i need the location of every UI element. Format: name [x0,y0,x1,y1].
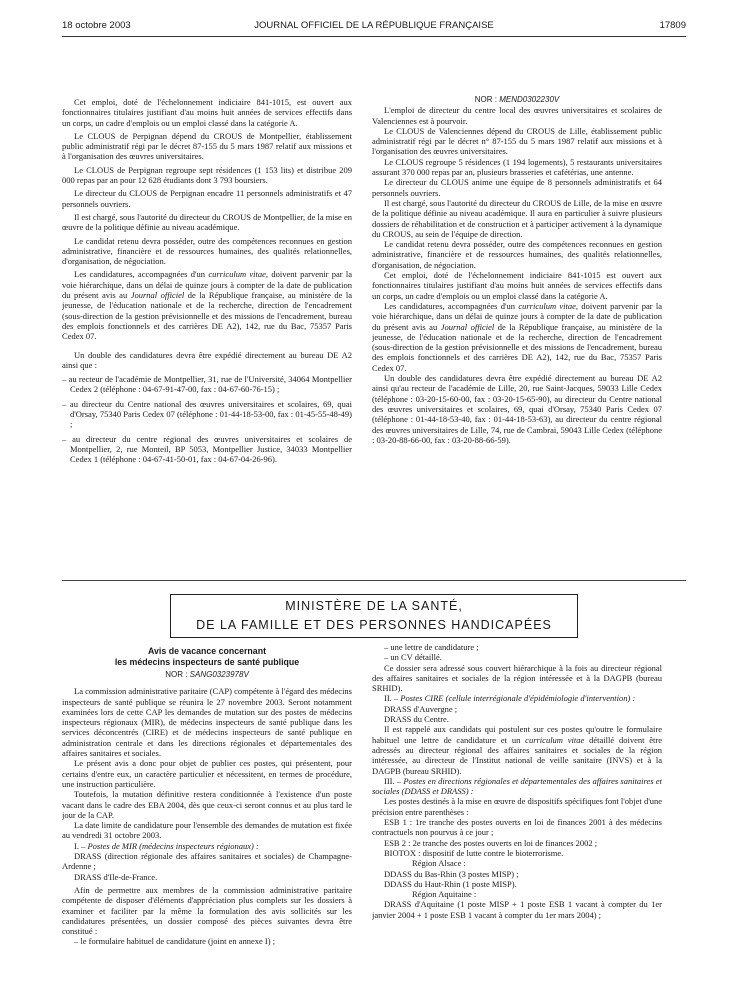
paragraph: Le CLOUS de Valenciennes dépend du CROUS de Lille, établissement public administratif régi par le décret n° 87-155 du 5 mars 1987 relatif aux missions et à l'organisation des œuvres universitaires. [372,125,662,157]
text-run: détaillé doivent être adressés au directeur régional des affaires sanitaires et sociales de la région intéressée, au directeur de l'Institut national de veille sanitaire (INVS) et à la DAGPB (bureau SRHID). [372,734,662,776]
nor-code: MEND0302230V [499,95,560,104]
list-item: – au directeur du Centre national des œuvres universitaires et scolaires, 69, quai d'Orsay, 75340 Paris Cedex 07 (téléphone : 01-44-18-53-00, fax : 01-45-55-48-49) ; [62,398,352,430]
text-run: Les candidatures, accompagnées d'un [74,269,209,280]
column-bottom-right [372,642,662,987]
list-item: – au recteur de l'académie de Montpellier, 31, rue de l'Université, 34064 Montpellier Cedex 2 (téléphone : 04-67-91-47-00, fax : 04-67-60-76-15) ; [62,374,352,395]
text-run: II. – [384,693,401,704]
notice-title-line2: les médecins inspecteurs de santé publique [114,657,300,667]
paragraph: Il est chargé, sous l'autorité du directeur du CROUS de Lille, de la mise en œuvre de la politique définie au niveau académique. Il aura en particulier à suivre plusieurs dossiers de réhabilitation et de construction et à participer activement à la dynamique du CROUS, au sein de l'équipe de direction. [372,197,662,239]
paragraph: DDASS du Bas-Rhin (3 postes MISP) ; [384,868,519,879]
list-item: – un CV détaillé. [384,652,442,663]
nor-reference [62,670,352,680]
text-run: Les candidatures, accompagnées d'un [384,300,519,311]
paragraph: Le candidat retenu devra posséder, outre des compétences reconnues en gestion administrative, financière et de ressources humaines, des qualités relationnelles, d'organisation, de négociation. [62,235,352,267]
paragraph: Le CLOUS regroupe 5 résidences (1 194 logements), 5 restaurants universitaires assurant 370 000 repas par an, plusieurs brasseries et cafétérias, une antenne. [372,156,662,178]
header-journal-title: JOURNAL OFFICIEL DE LA RÉPUBLIQUE FRANÇAISE [254,20,494,31]
paragraph [372,301,662,373]
paragraph: Afin de permettre aux membres de la commission administrative paritaire compétente de disposer d'éléments d'appréciation plus complets sur les dossiers à examiner et faciliter par la même la formulation des avis sollicités sur les candidatures présentées, un dossier composé des pièces suivantes devra être constitué : [62,884,352,937]
column-top-right [372,95,662,490]
paragraph: Cet emploi, doté de l'échelonnement indiciaire 841-1015, est ouvert aux fonctionnaires titulaires justifiant d'au moins huit années de services effectifs dans un corps, un cadre d'emplois ou un emploi classé dans la catégorie A. [62,97,352,128]
section-heading [372,693,662,703]
notice-title-line1: Avis de vacance concernant [148,646,266,656]
section-heading [372,776,662,797]
paragraph: DRASS (direction régionale des affaires sanitaires et sociales) de Champagne-Ardenne ; [62,851,352,872]
paragraph: DDASS du Haut-Rhin (1 poste MISP). [384,878,517,889]
paragraph: DRASS d'Aquitaine (1 poste MISP + 1 poste ESB 1 vacant à compter du 1er janvier 2004 + 1 poste ESB 1 vacant à compter du 1er mars 2004) ; [372,899,662,920]
text-run-italic: Journal officiel [130,290,185,301]
nor-code: SANG0323978V [189,670,249,679]
paragraph: Un double des candidatures devra être expédié directement au bureau DE A2 ainsi qu'au recteur de l'académie de Lille, 20, rue Saint-Jacques, 59033 Lille Cedex (téléphone : 03-20-15-60-00, fax : 03-20-15-65-90), au directeur du Centre national des œuvres universitaires et scolaires, 69, quai d'Orsay, 75340 Paris Cedex 07 (téléphone : 01-44-18-53-40, fax : 01-44-18-53-63), au directeur du centre régional des œuvres universitaires de Lille, 74, rue de Cambrai, 59043 Lille Cedex (téléphone : 03-20-88-66-00, fax : 03-20-88-66-59). [372,373,662,445]
ministry-banner-line1: MINISTÈRE DE LA SANTÉ, [285,599,463,613]
text-run-italic: Postes en directions régionales et départementales des affaires sanitaires et sociales (DDASS et DRASS) : [372,775,662,797]
text-run-italic: Postes de MIR (médecins inspecteurs régionaux) : [87,840,259,851]
paragraph [62,269,352,341]
paragraph: Le candidat retenu devra posséder, outre des compétences reconnues en gestion administrative, financière et de ressources humaines, des qualités relationnelles, d'organisation, de négociation. [372,239,662,270]
paragraph: Le CLOUS de Perpignan regroupe sept résidences (1 153 lits) et distribue 209 000 repas par an pour 12 628 étudiants dont 3 793 boursiers. [62,164,352,186]
text-run: , doivent parvenir par la voie hiérarchique, dans un délai de quinze jours à compter de la date de publication du présent avis au [62,269,352,301]
paragraph: Le directeur du CLOUS anime une équipe de 8 personnels administratifs et 64 personnels ouvriers. [372,177,662,198]
paragraph: Toutefois, la mutation définitive restera conditionnée à l'existence d'un poste vacant dans le cadre des EBA 2004, dès que ceux-ci seront connus et au plus tard le jour de la CAP. [62,789,352,820]
column-bottom-left [62,642,352,987]
paragraph [372,724,662,775]
paragraph: Le CLOUS de Perpignan dépend du CROUS de Montpellier, établissement public administratif régi par le décret 87-155 du 5 mars 1987 relatif aux missions et à l'organisation des œuvres universitaires. [62,130,352,162]
paragraph: Ce dossier sera adressé sous couvert hiérarchique à la fois au directeur régional des affaires sanitaires et sociales de la région intéressée et à la DAGPB (bureau SRHID). [372,662,662,694]
text-run: de la République française, au ministère de la jeunesse, de l'éducation nationale et de la recherche, direction de l'encadrement (sous-direction de la gestion prévisionnelle et des missions de l'encadrement, bureau des emplois fonctionnels et des carrières DE A2), 142, rue du Bac, 75357 Paris Cedex 07. [372,321,662,373]
paragraph: DRASS du Centre. [384,714,449,725]
nor-reference [372,95,662,105]
paragraph: Le présent avis a donc pour objet de publier ces postes, qui présentent, pour certains d'entre eux, un caractère particulier et nécessitent, en termes de procédure, une instruction particulière. [62,758,352,789]
list-item: – une lettre de candidature ; [384,642,479,652]
paragraph: La date limite de candidature pour l'ensemble des demandes de mutation est fixée au vendredi 31 octobre 2003. [62,820,352,841]
paragraph: Le directeur du CLOUS de Perpignan encadre 11 personnels administratifs et 47 personnels ouvriers. [62,188,352,209]
text-run: de la République française, au ministère de la jeunesse, de l'éducation nationale et de la recherche, direction de l'encadrement (sous-direction de la gestion prévisionnelle et des missions de l'encadrement, bureau des emplois fonctionnels et des carrières DE A2), 142, rue du Bac, 75357 Paris Cedex 07. [62,290,352,342]
column-top-left [62,97,352,492]
region-heading: Région Aquitaine : [412,889,477,900]
paragraph: – le formulaire habituel de candidature (joint en annexe I) ; [74,936,276,947]
nor-label: NOR : [165,670,190,679]
text-run-italic: Journal officiel [440,321,495,332]
page-header [62,20,686,37]
paragraph: ESB 1 : 1re tranche des postes ouverts en loi de finances 2001 à des médecins contractuels non pourvus à ce jour ; [372,817,662,838]
text-run-italic: curriculum vitae [525,734,585,745]
text-run-italic: curriculum vitae [518,300,576,311]
paragraph: L'emploi de directeur du centre local des œuvres universitaires et scolaires de Valenciennes est à pourvoir. [372,105,662,126]
paragraph: Un double des candidatures devra être expédié directement au bureau DE A2 ainsi que : [62,349,352,370]
region-heading: Région Alsace : [412,858,466,869]
paragraph: Cet emploi, doté de l'échelonnement indiciaire 841-1015 est ouvert aux fonctionnaires titulaires justifiant d'au moins huit années de services effectifs dans un corps, un cadre d'emplois ou un emploi classé dans la catégorie A. [372,270,662,301]
section-divider-top [62,580,686,581]
section-heading [62,841,352,851]
header-date: 18 octobre 2003 [62,20,131,31]
paragraph: DRASS d'Auvergne ; [384,703,458,714]
text-run-italic: Postes CIRE (cellule interrégionale d'épidémiologie d'intervention) : [400,693,636,704]
paragraph: La commission administrative paritaire (CAP) compétente à l'égard des médecins inspecteurs de santé publique se réunira le 27 novembre 2003. Seront notamment examinées lors de cette CAP les demandes de mutation sur des postes de médecins inspecteurs régionaux (MIR), de médecins inspecteurs de santé publique dans les services déconcentrés (CIRE) et de médecins inspecteurs de santé publique en administration centrale et dans les directions régionales et départementales des affaires sanitaires et sociales. [62,686,352,759]
text-run-italic: curriculum vitae [208,269,266,280]
paragraph: Les postes destinés à la mise en œuvre de dispositifs spécifiques font l'objet d'une précision entre parenthèses : [372,796,662,817]
text-run: I. – [74,840,88,851]
paragraph: Il est chargé, sous l'autorité du directeur du CROUS de Montpellier, de la mise en œuvre de la politique définie au niveau académique. [62,211,352,233]
text-run: Il est rappelé aux candidats qui postulent sur ces postes qu'outre le formulaire habituel une lettre de candidature et un [372,724,662,745]
header-page-number: 17809 [659,20,686,31]
ministry-banner [170,594,578,638]
ministry-banner-line2: DE LA FAMILLE ET DES PERSONNES HANDICAPÉES [196,618,552,632]
paragraph: ESB 2 : 2e tranche des postes ouverts en loi de finances 2002 ; [384,837,598,848]
nor-label: NOR : [474,95,500,104]
text-run: III. – [384,775,404,786]
list-item: – au directeur du centre régional des œuvres universitaires et scolaires de Montpellier, 2, rue Monteil, BP 5053, Montpellier Justice, 34033 Montpellier Cedex 1 (téléphone : 04-67-41-50-01, fax : 04-67-04-26-96). [62,433,352,465]
text-run: , doivent parvenir par la voie hiérarchique, dans un délai de quinze jours à compter de la date de publication du présent avis au [372,300,662,332]
paragraph: DRASS d'Ile-de-France. [74,871,158,882]
paragraph: BIOTOX : dispositif de lutte contre le bioterrorisme. [384,847,564,858]
